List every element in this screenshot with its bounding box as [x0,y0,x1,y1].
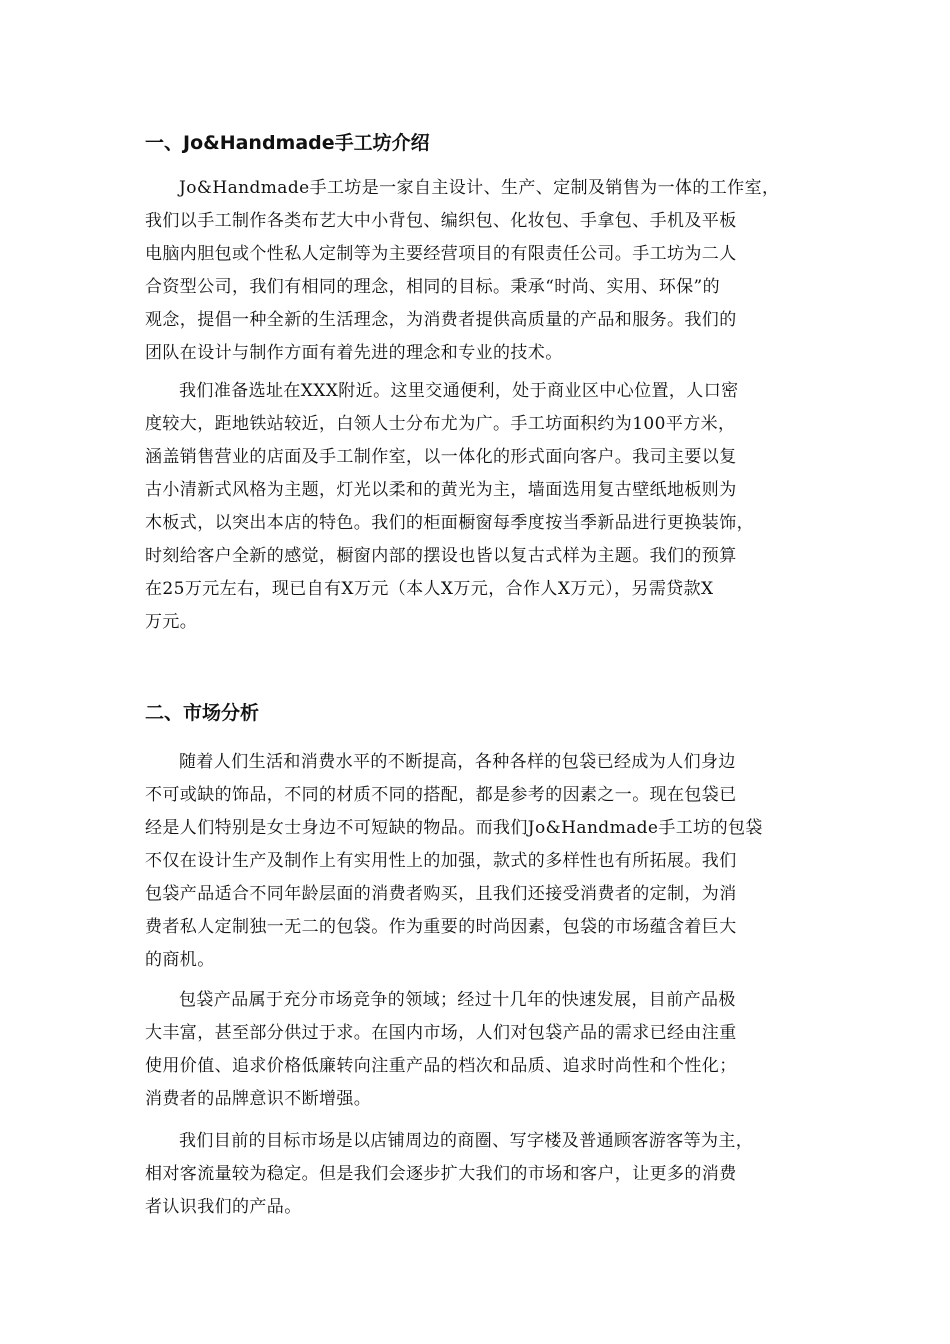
paragraph-introduction-overview [145,172,779,370]
text-line: 使用价值、追求价格低廉转向注重产品的档次和品质、追求时尚性和个性化； [145,1056,737,1076]
section-heading-introduction: 一、Jo&Handmade手工坊介绍 [145,132,430,154]
text-line: 相对客流量较为稳定。但是我们会逐步扩大我们的市场和客户，让更多的消费 [145,1164,737,1184]
paragraph-market-demand [145,746,763,977]
text-line: 包袋产品适合不同年龄层面的消费者购买，且我们还接受消费者的定制，为消 [145,884,737,904]
text-line: 费者私人定制独一无二的包袋。作为重要的时尚因素，包袋的市场蕴含着巨大 [145,917,737,937]
paragraph-market-competition [145,984,737,1116]
text-line: 包袋产品属于充分市场竞争的领域；经过十几年的快速发展，目前产品极 [179,990,736,1010]
paragraph-target-market [145,1125,753,1224]
text-line: 消费者的品牌意识不断增强。 [145,1089,372,1109]
text-line: 电脑内胆包或个性私人定制等为主要经营项目的有限责任公司。手工坊为二人 [145,244,737,264]
text-line: 我们目前的目标市场是以店铺周边的商圈、写字楼及普通顾客游客等为主， [179,1131,754,1151]
text-line: 的商机。 [145,950,215,970]
text-line: 大丰富，甚至部分供过于求。在国内市场，人们对包袋产品的需求已经由注重 [145,1023,737,1043]
text-line: 经是人们特别是女士身边不可短缺的物品。而我们Jo&Handmade手工坊的包袋 [145,818,763,838]
text-line: Jo&Handmade手工坊是一家自主设计、生产、定制及销售为一体的工作室， [179,178,780,198]
text-line: 古小清新式风格为主题，灯光以柔和的黄光为主，墙面选用复古壁纸地板则为 [145,480,737,500]
text-line: 涵盖销售营业的店面及手工制作室，以一体化的形式面向客户。我司主要以复 [145,447,737,467]
text-line: 时刻给客户全新的感觉，橱窗内部的摆设也皆以复古式样为主题。我们的预算 [145,546,737,566]
text-line: 随着人们生活和消费水平的不断提高，各种各样的包袋已经成为人们身边 [179,752,736,772]
text-line: 我们以手工制作各类布艺大中小背包、编织包、化妆包、手拿包、手机及平板 [145,211,737,231]
text-line: 者认识我们的产品。 [145,1197,302,1217]
text-line: 木板式，以突出本店的特色。我们的柜面橱窗每季度按当季新品进行更换装饰， [145,513,754,533]
text-line: 不可或缺的饰品，不同的材质不同的搭配，都是参考的因素之一。现在包袋已 [145,785,737,805]
section-heading-market-analysis: 二、市场分析 [145,702,260,724]
text-line: 不仅在设计生产及制作上有实用性上的加强，款式的多样性也有所拓展。我们 [145,851,737,871]
text-line: 我们准备选址在XXX附近。这里交通便利，处于商业区中心位置，人口密 [179,381,739,401]
text-line: 观念，提倡一种全新的生活理念，为消费者提供高质量的产品和服务。我们的 [145,310,737,330]
text-line: 团队在设计与制作方面有着先进的理念和专业的技术。 [145,343,563,363]
text-line: 万元。 [145,612,198,632]
text-line: 度较大，距地铁站较近，白领人士分布尤为广。手工坊面积约为100平方米， [145,414,736,434]
text-line: 合资型公司，我们有相同的理念，相同的目标。秉承“时尚、实用、环保”的 [145,277,720,297]
paragraph-introduction-location [145,375,754,639]
text-line: 在25万元左右，现已自有X万元（本人X万元，合作人X万元），另需贷款X [145,579,714,599]
